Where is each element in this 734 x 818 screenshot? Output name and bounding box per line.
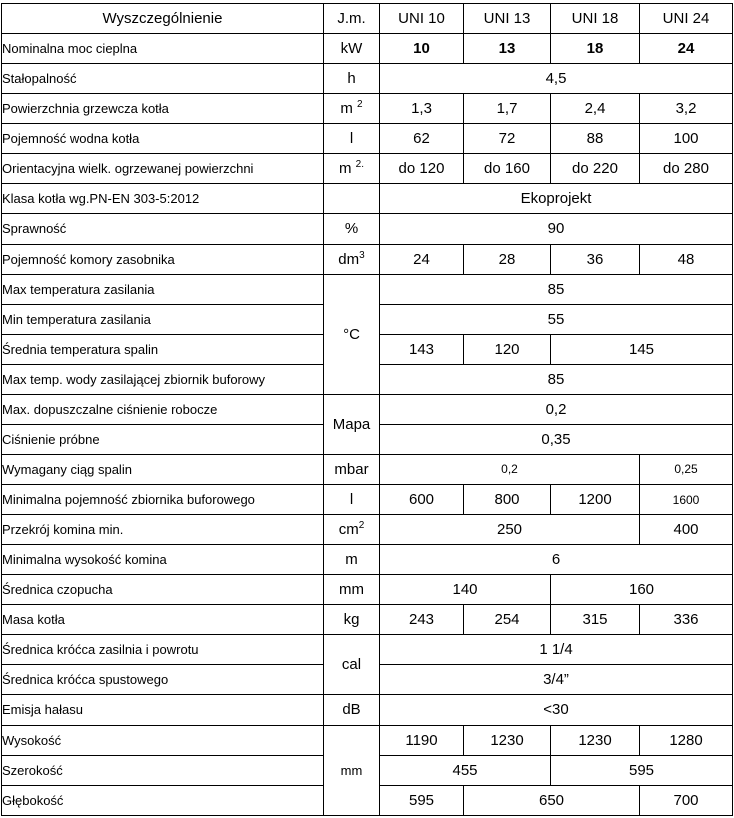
row-label: Pojemność wodna kotła	[2, 124, 324, 154]
table-row	[2, 725, 733, 755]
row-value: 24	[640, 34, 733, 64]
row-label: Głębokość	[2, 785, 324, 815]
table-row	[2, 34, 733, 64]
row-value: 0,25	[640, 454, 733, 484]
row-unit: dB	[324, 695, 380, 725]
row-value: 28	[464, 244, 551, 274]
row-value: 13	[464, 34, 551, 64]
row-label: Nominalna moc cieplna	[2, 34, 324, 64]
table-row	[2, 545, 733, 575]
table-row	[2, 124, 733, 154]
row-value: 1230	[551, 725, 640, 755]
table-row	[2, 605, 733, 635]
row-label: Średnica czopucha	[2, 575, 324, 605]
row-label: Minimalna pojemność zbiornika buforowego	[2, 485, 324, 515]
row-label: Max temp. wody zasilającej zbiornik buforowy	[2, 364, 324, 394]
table-row	[2, 454, 733, 484]
row-unit: kg	[324, 605, 380, 635]
row-label: Klasa kotła wg.PN-EN 303-5:2012	[2, 184, 324, 214]
table-row	[2, 575, 733, 605]
row-label: Średnica króćca spustowego	[2, 665, 324, 695]
row-value: 0,2	[380, 394, 733, 424]
row-value: 455	[380, 755, 551, 785]
row-value: 600	[380, 485, 464, 515]
row-value: 595	[380, 785, 464, 815]
row-label: Sprawność	[2, 214, 324, 244]
row-label: Powierzchnia grzewcza kotła	[2, 94, 324, 124]
row-label: Pojemność komory zasobnika	[2, 244, 324, 274]
row-unit: $dm^3$	[324, 244, 380, 274]
row-value: 1280	[640, 725, 733, 755]
row-value: 1,3	[380, 94, 464, 124]
row-unit: cal	[324, 635, 380, 695]
row-unit: l	[324, 124, 380, 154]
row-label: Max temperatura zasilania	[2, 274, 324, 304]
boiler-spec-table	[1, 3, 733, 816]
row-value: 120	[464, 334, 551, 364]
row-value: 2,4	[551, 94, 640, 124]
row-value: 1,7	[464, 94, 551, 124]
row-label: Orientacyjna wielk. ogrzewanej powierzchni	[2, 154, 324, 184]
header-model: UNI 24	[640, 4, 733, 34]
row-unit: $cm^2$	[324, 515, 380, 545]
row-value: 36	[551, 244, 640, 274]
row-unit: l	[324, 485, 380, 515]
row-value: do 120	[380, 154, 464, 184]
header-model: UNI 10	[380, 4, 464, 34]
row-value: do 220	[551, 154, 640, 184]
table-row	[2, 515, 733, 545]
row-unit: mm	[324, 725, 380, 816]
table-row	[2, 485, 733, 515]
row-value: 90	[380, 214, 733, 244]
row-value: 24	[380, 244, 464, 274]
table-row	[2, 274, 733, 304]
row-value: 140	[380, 575, 551, 605]
row-unit: h	[324, 64, 380, 94]
row-value: 315	[551, 605, 640, 635]
row-label: Stałopalność	[2, 64, 324, 94]
row-value: 595	[551, 755, 733, 785]
row-value: 85	[380, 274, 733, 304]
row-label: Średnica króćca zasilnia i powrotu	[2, 635, 324, 665]
row-unit: mm	[324, 575, 380, 605]
row-label: Wymagany ciąg spalin	[2, 454, 324, 484]
row-unit: kW	[324, 34, 380, 64]
row-value: 10	[380, 34, 464, 64]
row-value: 160	[551, 575, 733, 605]
row-value: 243	[380, 605, 464, 635]
row-value: 1600	[640, 485, 733, 515]
row-value: 3/4”	[380, 665, 733, 695]
row-value: 1200	[551, 485, 640, 515]
row-value: 1230	[464, 725, 551, 755]
row-value: do 280	[640, 154, 733, 184]
table-row	[2, 394, 733, 424]
row-label: Minimalna wysokość komina	[2, 545, 324, 575]
table-row	[2, 214, 733, 244]
row-value: 88	[551, 124, 640, 154]
row-value: 145	[551, 334, 733, 364]
row-label: Średnia temperatura spalin	[2, 334, 324, 364]
row-value: 4,5	[380, 64, 733, 94]
row-value: 55	[380, 304, 733, 334]
row-label: Ciśnienie próbne	[2, 424, 324, 454]
header-unit: J.m.	[324, 4, 380, 34]
row-value: 336	[640, 605, 733, 635]
header-label: Wyszczególnienie	[2, 4, 324, 34]
row-value: Ekoprojekt	[380, 184, 733, 214]
table-row	[2, 695, 733, 725]
row-label: Min temperatura zasilania	[2, 304, 324, 334]
row-unit	[324, 184, 380, 214]
row-value: 48	[640, 244, 733, 274]
row-value: 0,2	[380, 454, 640, 484]
row-unit: %	[324, 214, 380, 244]
row-value: 62	[380, 124, 464, 154]
table-header-row	[2, 4, 733, 34]
row-value: <30	[380, 695, 733, 725]
table-row	[2, 64, 733, 94]
table-row	[2, 94, 733, 124]
row-label: Masa kotła	[2, 605, 324, 635]
header-model: UNI 13	[464, 4, 551, 34]
row-value: 18	[551, 34, 640, 64]
row-value: 400	[640, 515, 733, 545]
row-value: 6	[380, 545, 733, 575]
row-label: Emisja hałasu	[2, 695, 324, 725]
row-value: 250	[380, 515, 640, 545]
row-label: Wysokość	[2, 725, 324, 755]
row-unit: °C	[324, 274, 380, 394]
row-value: do 160	[464, 154, 551, 184]
row-value: 1 1/4	[380, 635, 733, 665]
row-value: 85	[380, 364, 733, 394]
row-value: 100	[640, 124, 733, 154]
header-model: UNI 18	[551, 4, 640, 34]
row-value: 72	[464, 124, 551, 154]
row-unit: m $^{2.}$	[324, 154, 380, 184]
row-label: Max. dopuszczalne ciśnienie robocze	[2, 394, 324, 424]
row-value: 800	[464, 485, 551, 515]
row-label: Przekrój komina min.	[2, 515, 324, 545]
row-value: 650	[464, 785, 640, 815]
row-value: 700	[640, 785, 733, 815]
row-value: 1190	[380, 725, 464, 755]
row-value: 0,35	[380, 424, 733, 454]
table-row	[2, 154, 733, 184]
row-value: 254	[464, 605, 551, 635]
table-row	[2, 184, 733, 214]
row-label: Szerokość	[2, 755, 324, 785]
table-row	[2, 635, 733, 665]
row-unit: m $^2$	[324, 94, 380, 124]
row-unit: mbar	[324, 454, 380, 484]
table-row	[2, 244, 733, 274]
row-value: 3,2	[640, 94, 733, 124]
row-unit: m	[324, 545, 380, 575]
row-value: 143	[380, 334, 464, 364]
row-unit: Mapa	[324, 394, 380, 454]
